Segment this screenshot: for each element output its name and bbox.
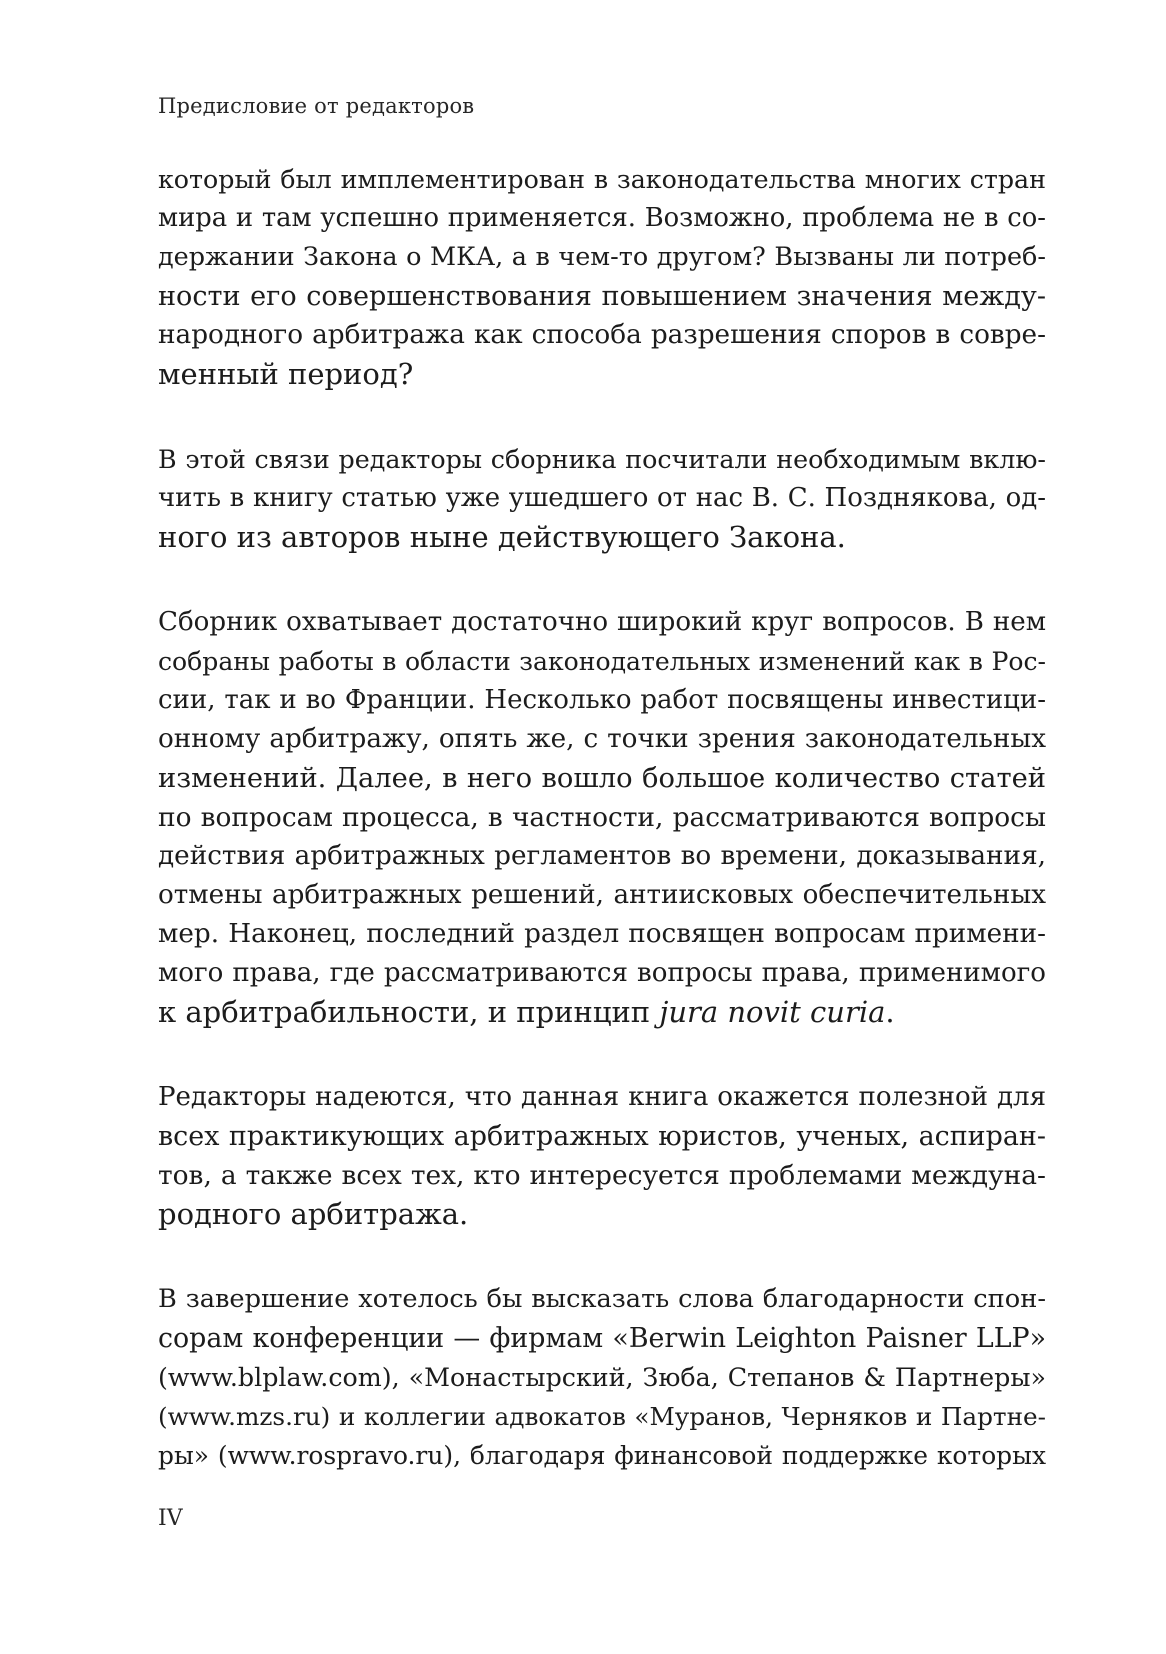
body-text [158, 160, 1046, 1475]
text-line: В этой связи редакторы сборника посчитали необходимым вклю- [158, 444, 1046, 474]
text-line: мер. Наконец, последний раздел посвящен вопросам примени- [158, 919, 1046, 949]
text-line: мира и там успешно применяется. Возможно, проблема не в со- [158, 203, 1046, 233]
text-line: тов, а также всех тех, кто интересуется проблемами междуна- [158, 1160, 1046, 1191]
text-fragment: . [885, 995, 895, 1029]
text-line: ного из авторов ныне действующего Закона. [158, 520, 846, 554]
running-head: Предисловие от редакторов [158, 94, 475, 118]
text-line: держании Закона о МКА, а в чем-то другом? Вызваны ли потреб- [158, 242, 1046, 272]
text-line: изменений. Далее, в него вошло большое количество статей [158, 763, 1046, 794]
text-line: (www.mzs.ru) и коллегии адвокатов «Муранов, Черняков и Партне- [158, 1402, 1046, 1431]
text-line: отмены арбитражных решений, антиисковых обеспечительных [158, 880, 1046, 910]
text-line: ности его совершенствования повышением значения между- [158, 281, 1046, 312]
text-line [158, 993, 1046, 1032]
paragraph-4 [158, 1078, 1046, 1234]
text-line: Сборник охватывает достаточно широкий круг вопросов. В нем [158, 607, 1046, 637]
latin-phrase: jura novit curia [659, 995, 886, 1029]
text-line: чить в книгу статью уже ушедшего от нас В. С. Позднякова, од- [158, 483, 1046, 513]
paragraph-1 [158, 160, 1046, 394]
text-line: Редакторы надеются, что данная книга окажется полезной для [158, 1082, 1046, 1112]
text-line: всех практикующих арбитражных юристов, ученых, аспиран- [158, 1121, 1046, 1152]
text-line: действия арбитражных регламентов во времени, доказывания, [158, 841, 1046, 871]
text-line: ры» (www.rospravo.ru), благодаря финансовой поддержке которых [158, 1441, 1046, 1470]
text-line: народного арбитража как способа разрешения споров в совре- [158, 320, 1046, 350]
text-line: менный период? [158, 357, 414, 391]
text-fragment: к арбитрабильности, и принцип [158, 995, 660, 1029]
text-line: родного арбитража. [158, 1197, 469, 1231]
text-line: собраны работы в области законодательных изменений как в Рос- [158, 647, 1046, 676]
text-line: онному арбитражу, опять же, с точки зрения законодательных [158, 724, 1046, 754]
text-line: сии, так и во Франции. Несколько работ посвящены инвестици- [158, 685, 1046, 715]
page-number: IV [158, 1506, 183, 1531]
paragraph-5 [158, 1280, 1046, 1475]
text-line: В завершение хотелось бы высказать слова благодарности спон- [158, 1284, 1046, 1314]
text-line: сорам конференции — фирмам «Berwin Leighton Paisner LLP» [158, 1323, 1046, 1354]
paragraph-2 [158, 440, 1046, 557]
text-line: мого права, где рассматриваются вопросы права, применимого [158, 958, 1046, 988]
text-line: (www.blplaw.com), «Монастырский, Зюба, Степанов & Партнеры» [158, 1362, 1046, 1392]
text-line: который был имплементирован в законодательства многих стран [158, 165, 1046, 194]
text-line: по вопросам процесса, в частности, рассматриваются вопросы [158, 802, 1046, 833]
paragraph-3 [158, 603, 1046, 1032]
